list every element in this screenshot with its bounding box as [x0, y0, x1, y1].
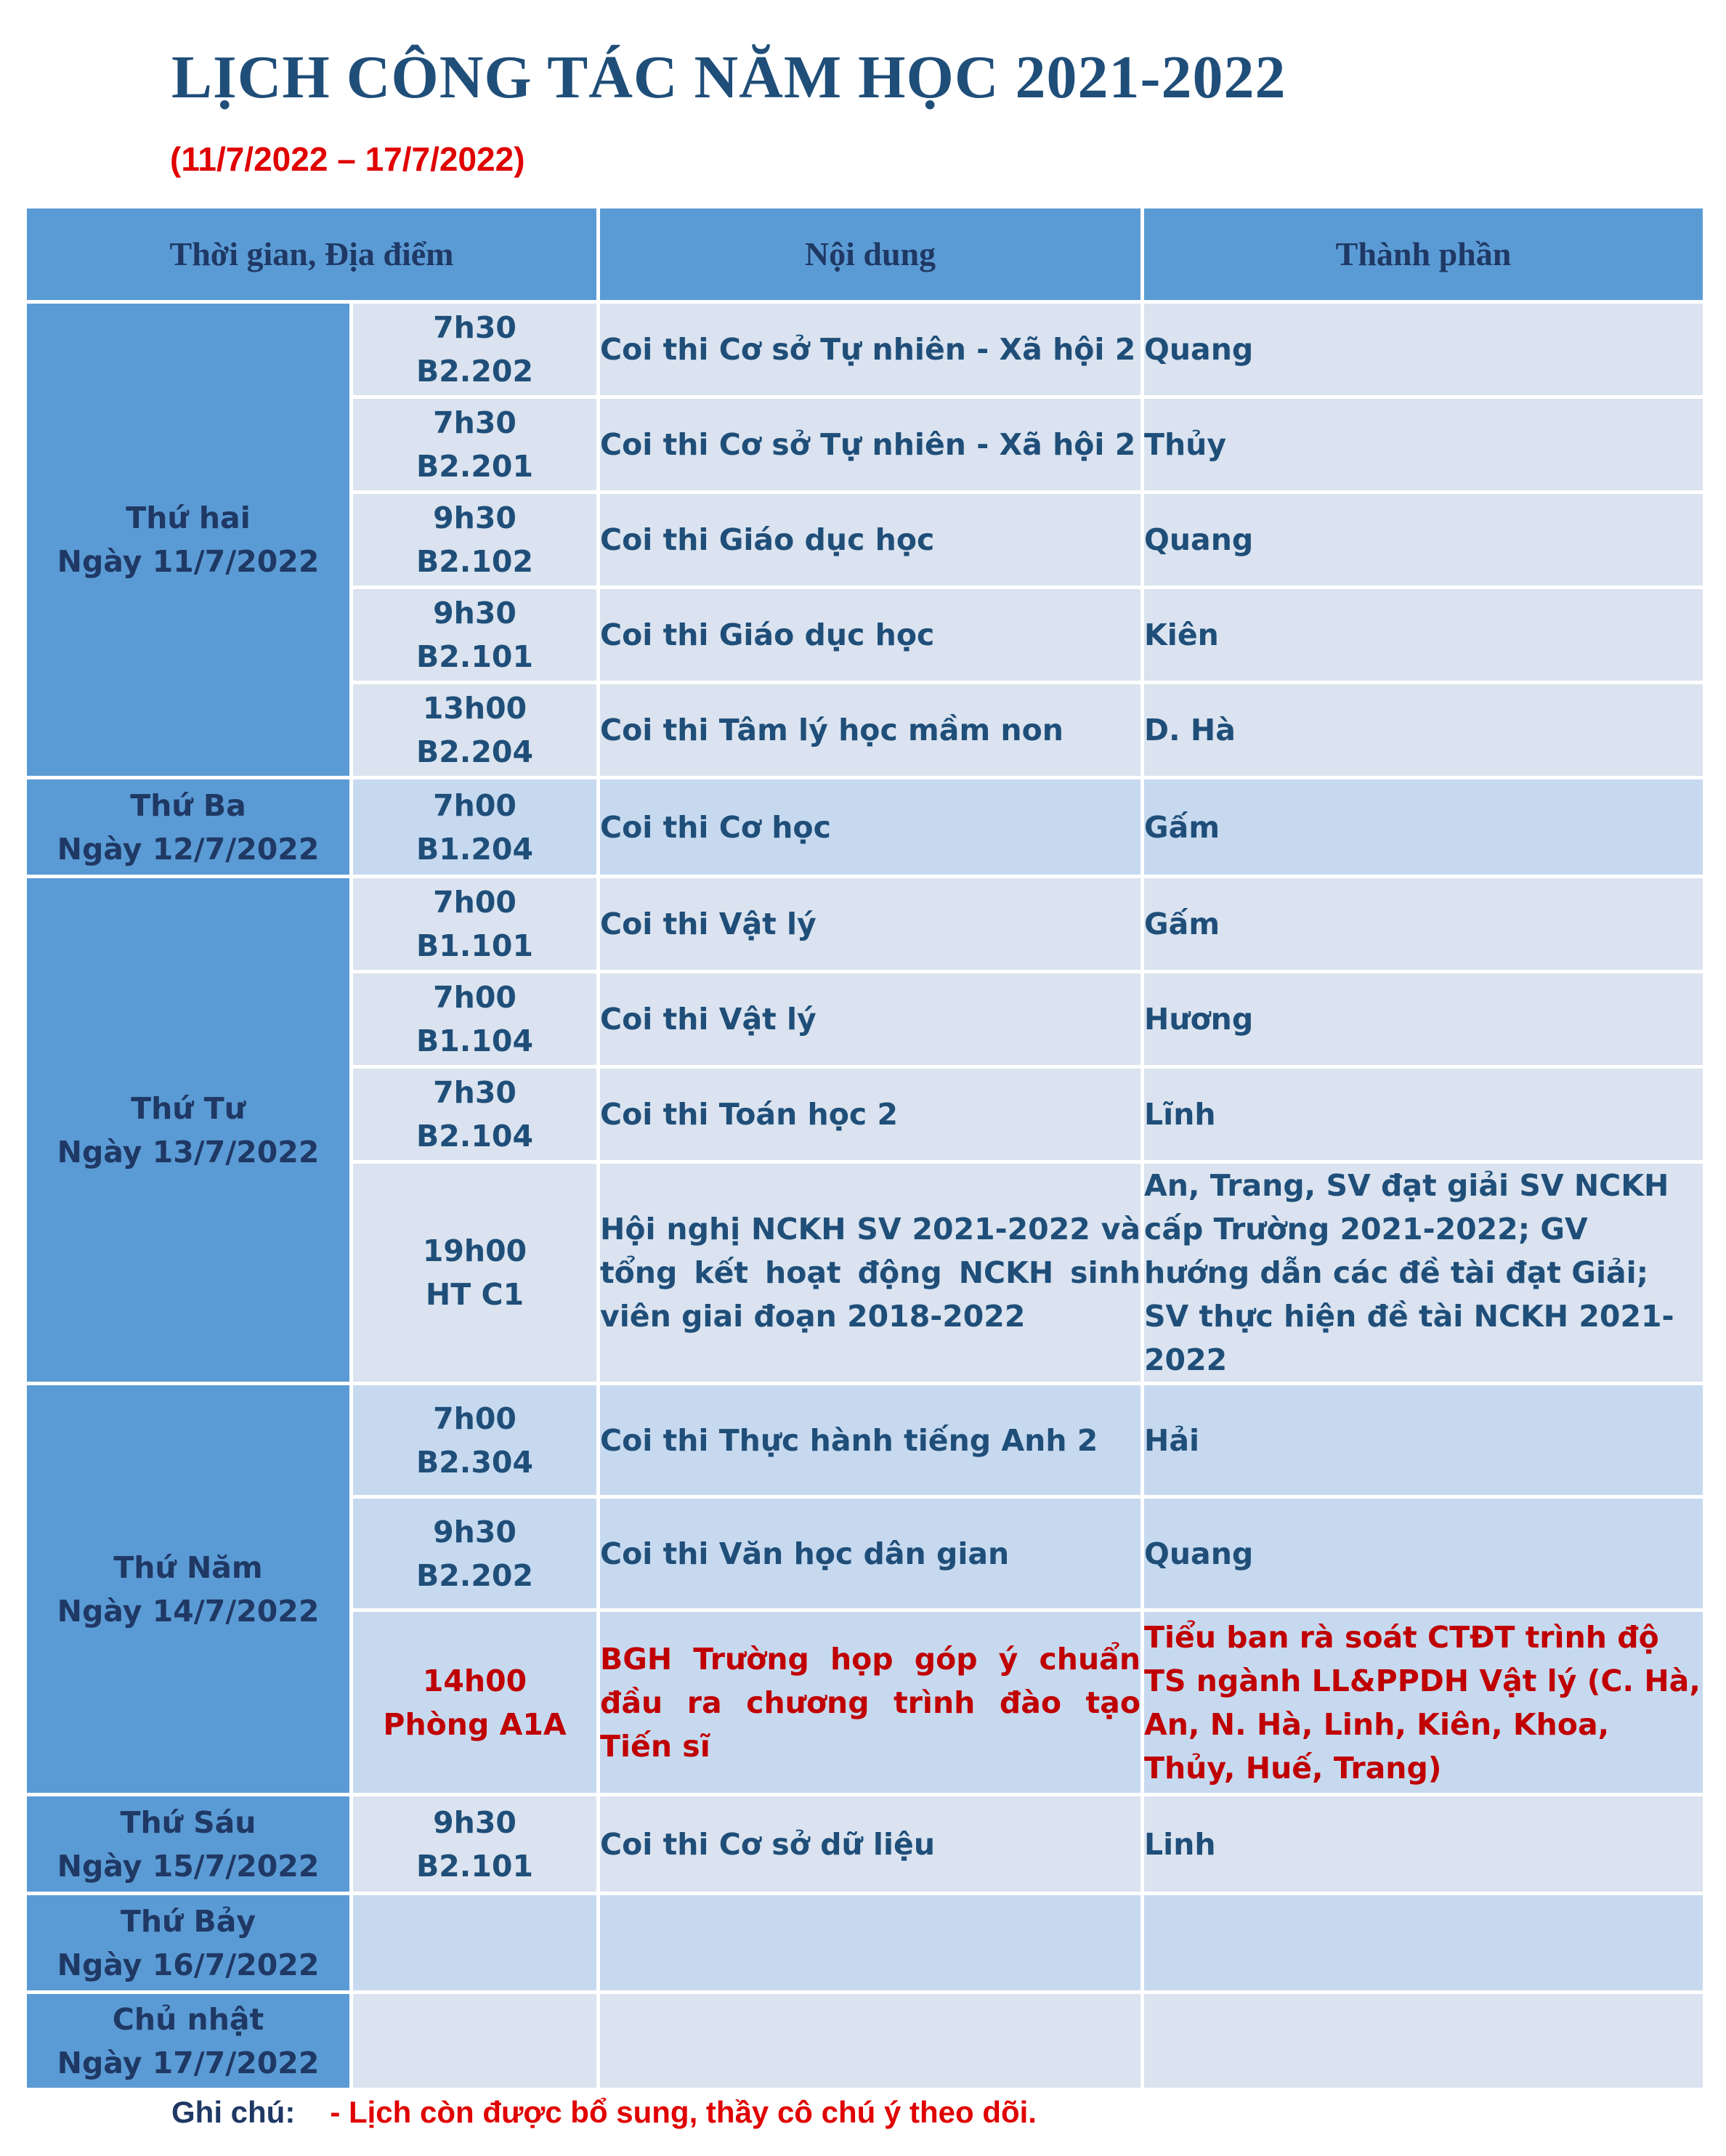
- time: 7h00: [433, 787, 516, 823]
- schedule-body: [25, 302, 1705, 2090]
- header-content: Nội dung: [599, 207, 1143, 302]
- time: 7h30: [433, 310, 516, 345]
- members-text: Gấm: [1144, 907, 1220, 941]
- day-cell: [25, 1993, 352, 2090]
- content-text: Coi thi Thực hành tiếng Anh 2: [600, 1422, 1098, 1458]
- members-cell: [1143, 683, 1705, 778]
- room: B1.204: [416, 831, 533, 867]
- content-cell: [599, 683, 1143, 778]
- time: 19h00: [422, 1233, 527, 1268]
- day-date: Ngày 12/7/2022: [57, 831, 320, 867]
- time: 7h00: [433, 980, 516, 1015]
- members-cell: [1143, 1384, 1705, 1497]
- content-cell: [599, 588, 1143, 683]
- time-location-cell: [352, 397, 599, 493]
- day-cell: [25, 1894, 352, 1993]
- day-date: Ngày 14/7/2022: [57, 1593, 320, 1629]
- room: B1.104: [416, 1024, 533, 1058]
- table-row: [25, 1993, 1705, 2090]
- members-text: Quang: [1144, 1536, 1254, 1571]
- members-cell: [1143, 1610, 1705, 1795]
- time-location-cell: [352, 1993, 599, 2090]
- members-text: D. Hà: [1144, 713, 1236, 747]
- day-date: Ngày 16/7/2022: [57, 1947, 320, 1982]
- table-header-row: [25, 207, 1705, 302]
- content-cell: [599, 1993, 1143, 2090]
- time-location-cell: [352, 1497, 599, 1610]
- members-text: Linh: [1144, 1826, 1216, 1862]
- members-cell: [1143, 1067, 1705, 1162]
- room: HT C1: [425, 1277, 524, 1312]
- note-label: Ghi chú:: [171, 2095, 296, 2129]
- time-location-cell: [352, 1162, 599, 1384]
- content-text: Coi thi Văn học dân gian: [600, 1536, 1010, 1571]
- content-text: Coi thi Cơ học: [600, 809, 831, 845]
- header-time-location: Thời gian, Địa điểm: [25, 207, 599, 302]
- content-cell: [599, 302, 1143, 397]
- time: 13h00: [422, 691, 527, 726]
- day-cell: [25, 1384, 352, 1795]
- content-text: Coi thi Cơ sở Tự nhiên - Xã hội 2: [600, 427, 1136, 462]
- room: B2.101: [416, 639, 533, 674]
- content-cell: [599, 972, 1143, 1067]
- time-location-cell: [352, 1610, 599, 1795]
- content-text: Coi thi Cơ sở Tự nhiên - Xã hội 2: [600, 332, 1136, 367]
- content-cell: [599, 1067, 1143, 1162]
- time: 9h30: [433, 1804, 516, 1840]
- members-cell: [1143, 1993, 1705, 2090]
- members-text: Kiên: [1144, 617, 1219, 652]
- time-location-cell: [352, 683, 599, 778]
- members-text: An, Trang, SV đạt giải SV NCKH cấp Trường 2021-2022; GV hướng dẫn các đề tài đạt Giải; SV thực hiện đề tài NCKH 2021-2022: [1144, 1168, 1674, 1377]
- table-row: [25, 1894, 1705, 1993]
- day-name: Thứ Tư: [131, 1090, 246, 1126]
- page-title: LỊCH CÔNG TÁC NĂM HỌC 2021-2022: [171, 44, 1287, 111]
- day-name: Chủ nhật: [112, 2001, 264, 2037]
- room: B1.101: [416, 928, 533, 963]
- time-location-cell: [352, 972, 599, 1067]
- members-cell: [1143, 778, 1705, 877]
- table-row: [25, 1795, 1705, 1894]
- members-text: Hương: [1144, 1002, 1254, 1037]
- members-text: Hải: [1144, 1422, 1200, 1458]
- members-cell: [1143, 397, 1705, 493]
- note: [171, 2095, 1037, 2130]
- day-cell: [25, 778, 352, 877]
- day-cell: [25, 877, 352, 1384]
- members-cell: [1143, 588, 1705, 683]
- time-location-cell: [352, 877, 599, 972]
- time-location-cell: [352, 1795, 599, 1894]
- content-cell: [599, 1610, 1143, 1795]
- room: B2.202: [416, 354, 533, 389]
- time-location-cell: [352, 778, 599, 877]
- time-location-cell: [352, 302, 599, 397]
- day-name: Thứ hai: [126, 500, 251, 535]
- table-row: [25, 302, 1705, 397]
- time-location-cell: [352, 1894, 599, 1993]
- schedule-table: [23, 205, 1706, 2091]
- members-text: Quang: [1144, 332, 1254, 367]
- day-date: Ngày 17/7/2022: [57, 2045, 320, 2080]
- date-range: (11/7/2022 – 17/7/2022): [170, 140, 525, 178]
- room: B2.202: [416, 1557, 533, 1593]
- day-date: Ngày 15/7/2022: [57, 1848, 320, 1884]
- time: 7h30: [433, 405, 516, 440]
- time-location-cell: [352, 1067, 599, 1162]
- header-members: Thành phần: [1143, 207, 1705, 302]
- time: 7h30: [433, 1075, 516, 1110]
- members-text: Tiểu ban rà soát CTĐT trình độ TS ngành LL&PPDH Vật lý (C. Hà, An, N. Hà, Linh, Kiên, Khoa, Thủy, Huế, Trang): [1144, 1619, 1701, 1786]
- content-cell: [599, 1894, 1143, 1993]
- time: 14h00: [422, 1663, 527, 1698]
- members-cell: [1143, 1162, 1705, 1384]
- content-text: Coi thi Giáo dục học: [600, 617, 935, 652]
- members-cell: [1143, 972, 1705, 1067]
- members-text: Quang: [1144, 522, 1254, 557]
- day-date: Ngày 11/7/2022: [57, 544, 320, 579]
- table-row: [25, 877, 1705, 972]
- day-date: Ngày 13/7/2022: [57, 1134, 320, 1170]
- time: 9h30: [433, 1514, 516, 1549]
- room: B2.104: [416, 1119, 533, 1154]
- content-cell: [599, 1384, 1143, 1497]
- members-text: Lĩnh: [1144, 1097, 1216, 1132]
- room: B2.102: [416, 544, 533, 579]
- room: Phòng A1A: [383, 1706, 567, 1742]
- content-text: Coi thi Giáo dục học: [600, 522, 935, 557]
- content-cell: [599, 397, 1143, 493]
- room: B2.201: [416, 449, 533, 484]
- content-text: Coi thi Cơ sở dữ liệu: [600, 1826, 936, 1862]
- members-cell: [1143, 493, 1705, 588]
- time: 7h00: [433, 885, 516, 920]
- content-cell: [599, 877, 1143, 972]
- content-text: Hội nghị NCKH SV 2021-2022 và tổng kết hoạt động NCKH sinh viên giai đoạn 2018-2022: [600, 1212, 1141, 1334]
- room: B2.101: [416, 1848, 533, 1884]
- content-text: Coi thi Toán học 2: [600, 1097, 898, 1132]
- members-cell: [1143, 302, 1705, 397]
- content-text: Coi thi Vật lý: [600, 1002, 817, 1037]
- time-location-cell: [352, 588, 599, 683]
- content-cell: [599, 778, 1143, 877]
- content-text: Coi thi Tâm lý học mầm non: [600, 713, 1063, 747]
- table-row: [25, 778, 1705, 877]
- day-name: Thứ Sáu: [120, 1804, 256, 1840]
- time-location-cell: [352, 1384, 599, 1497]
- members-cell: [1143, 1497, 1705, 1610]
- room: B2.304: [416, 1444, 533, 1480]
- time: 9h30: [433, 596, 516, 631]
- members-text: Thủy: [1144, 427, 1227, 462]
- content-cell: [599, 1162, 1143, 1384]
- day-cell: [25, 1795, 352, 1894]
- content-cell: [599, 1497, 1143, 1610]
- note-text: - Lịch còn được bổ sung, thầy cô chú ý theo dõi.: [330, 2095, 1037, 2129]
- day-name: Thứ Năm: [113, 1549, 263, 1585]
- time-location-cell: [352, 493, 599, 588]
- members-cell: [1143, 1795, 1705, 1894]
- time: 9h30: [433, 500, 516, 535]
- time: 7h00: [433, 1401, 516, 1436]
- day-name: Thứ Bảy: [120, 1903, 256, 1939]
- content-text: BGH Trường họp góp ý chuẩn đầu ra chương trình đào tạo Tiến sĩ: [600, 1641, 1141, 1764]
- content-text: Coi thi Vật lý: [600, 907, 817, 941]
- content-cell: [599, 1795, 1143, 1894]
- members-text: Gấm: [1144, 809, 1220, 845]
- day-name: Thứ Ba: [130, 787, 246, 823]
- day-cell: [25, 302, 352, 778]
- content-cell: [599, 493, 1143, 588]
- table-row: [25, 1384, 1705, 1497]
- members-cell: [1143, 877, 1705, 972]
- room: B2.204: [416, 734, 533, 769]
- members-cell: [1143, 1894, 1705, 1993]
